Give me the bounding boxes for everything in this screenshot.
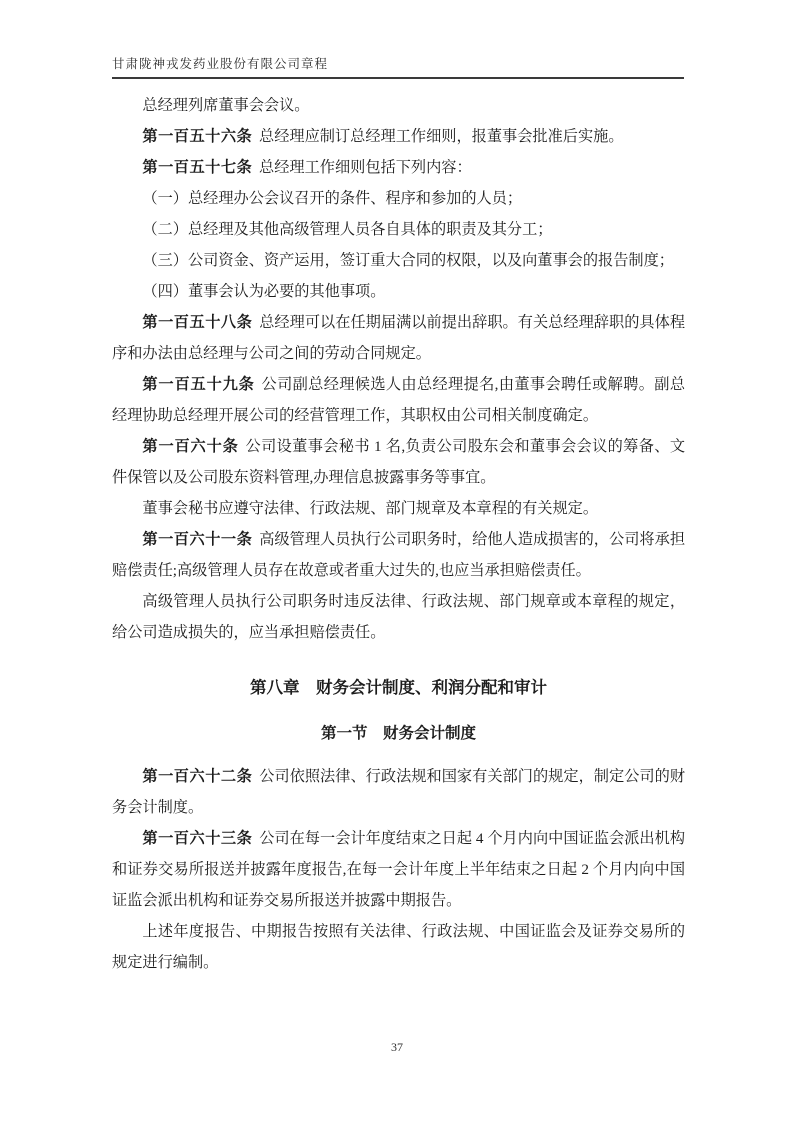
paragraph — [112, 369, 685, 431]
paragraph-text: 总经理可以在任期届满以前提出辞职。有关总经理辞职的具体程序和办法由总经理与公司之间的劳动合同规定。 — [112, 314, 686, 362]
paragraph-text: 董事会秘书应遵守法律、行政法规、部门规章及本章程的有关规定。 — [142, 500, 599, 517]
article-number: 第一百六十三条 — [142, 830, 253, 847]
paragraph-text: 总经理工作细则包括下列内容： — [259, 159, 472, 176]
paragraph — [112, 493, 685, 524]
paragraph-text: 高级管理人员执行公司职务时违反法律、行政法规、部门规章或本章程的规定，给公司造成损失的，应当承担赔偿责任。 — [112, 593, 685, 641]
article-number: 第一百六十条 — [142, 438, 239, 455]
paragraph — [112, 823, 685, 916]
paragraph — [112, 121, 685, 152]
paragraph — [112, 761, 685, 823]
paragraph — [112, 214, 685, 245]
paragraph-text: 公司设董事会秘书 1 名,负责公司股东会和董事会会议的筹备、文件保管以及公司股东资料管理,办理信息披露事务等事宜。 — [112, 438, 686, 486]
paragraph-text: 总经理列席董事会会议。 — [142, 97, 310, 114]
paragraph-text: 第八章 财务会计制度、利润分配和审计 — [250, 679, 547, 697]
section-heading — [112, 718, 685, 749]
article-number: 第一百六十二条 — [142, 768, 253, 785]
paragraph — [112, 431, 685, 493]
paragraph — [112, 916, 685, 978]
page-header — [112, 54, 684, 79]
article-number: 第一百六十一条 — [142, 531, 253, 548]
paragraph — [112, 183, 685, 214]
paragraph-text: 第一节 财务会计制度 — [320, 725, 476, 742]
header-title: 甘肃陇神戎发药业股份有限公司章程 — [112, 57, 329, 71]
header-rule — [112, 77, 684, 79]
paragraph — [112, 276, 685, 307]
paragraph-text: （一）总经理办公会议召开的条件、程序和参加的人员； — [142, 190, 523, 207]
paragraph-text: 公司依照法律、行政法规和国家有关部门的规定，制定公司的财务会计制度。 — [112, 768, 686, 816]
paragraph-text: 上述年度报告、中期报告按照有关法律、行政法规、中国证监会及证券交易所的规定进行编制。 — [112, 923, 685, 971]
paragraph-text: 总经理应制订总经理工作细则，报董事会批准后实施。 — [259, 128, 624, 145]
page-number: 37 — [391, 1040, 403, 1054]
paragraph-text: 公司在每一会计年度结束之日起 4 个月内向中国证监会派出机构和证券交易所报送并披露年度报告,在每一会计年度上半年结束之日起 2 个月内向中国证监会派出机构和证券交易所报送并披露中期报告。 — [112, 830, 686, 909]
paragraph — [112, 90, 685, 121]
paragraph — [112, 586, 685, 648]
paragraph-text: （四）董事会认为必要的其他事项。 — [142, 283, 386, 300]
document-body — [112, 90, 685, 978]
paragraph — [112, 152, 685, 183]
article-number: 第一百五十八条 — [142, 314, 253, 331]
paragraph — [112, 245, 685, 276]
paragraph-text: （三）公司资金、资产运用，签订重大合同的权限，以及向董事会的报告制度； — [142, 252, 674, 269]
paragraph-text: （二）总经理及其他高级管理人员各自具体的职责及其分工； — [142, 221, 553, 238]
chapter-heading — [112, 673, 685, 704]
paragraph — [112, 524, 685, 586]
paragraph — [112, 307, 685, 369]
article-number: 第一百五十七条 — [142, 159, 253, 176]
paragraph-text: 高级管理人员执行公司职务时，给他人造成损害的，公司将承担赔偿责任;高级管理人员存在故意或者重大过失的,也应当承担赔偿责任。 — [112, 531, 686, 579]
paragraph-text: 公司副总经理候选人由总经理提名,由董事会聘任或解聘。副总经理协助总经理开展公司的经营管理工作，其职权由公司相关制度确定。 — [112, 376, 686, 424]
article-number: 第一百五十九条 — [142, 376, 255, 393]
article-number: 第一百五十六条 — [142, 128, 253, 145]
page-footer — [0, 1038, 794, 1056]
